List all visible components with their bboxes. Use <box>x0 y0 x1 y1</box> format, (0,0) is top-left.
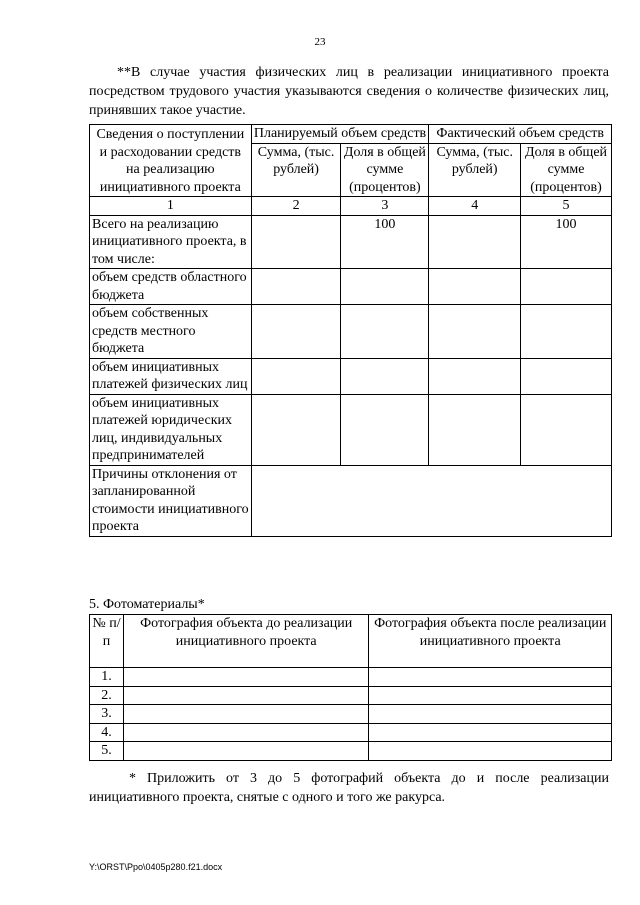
cell-planned-sum <box>251 305 341 359</box>
cell-photo-before <box>123 742 369 761</box>
table-row <box>90 215 612 269</box>
header-planned-sum: Сумма, (тыс. рублей) <box>251 143 341 197</box>
row-label: Причины отклонения от запланированной стоимости инициативного проекта <box>90 465 252 536</box>
cell-photo-after <box>369 668 612 687</box>
participation-note: **В случае участия физических лиц в реализации инициативного проекта посредством трудового участия указываются сведения о количестве физических лиц, принявших такое участие. <box>89 65 609 118</box>
column-numbers-row <box>90 197 612 216</box>
photo-table <box>89 614 612 761</box>
cell-planned-sum <box>251 215 341 269</box>
cell-actual-share <box>521 394 612 465</box>
header-photo-after: Фотография объекта после реализации инициативного проекта <box>369 615 612 668</box>
cell-photo-after <box>369 742 612 761</box>
cell-planned-share <box>341 358 429 394</box>
cell-actual-sum <box>429 358 521 394</box>
table-row <box>90 305 612 359</box>
row-label: Всего на реализацию инициативного проекта, в том числе: <box>90 215 252 269</box>
row-label: объем средств областного бюджета <box>90 269 252 305</box>
row-number: 2. <box>90 686 124 705</box>
row-number: 4. <box>90 723 124 742</box>
col-number: 2 <box>251 197 341 216</box>
cell-reasons <box>251 465 611 536</box>
cell-photo-before <box>123 723 369 742</box>
col-number: 4 <box>429 197 521 216</box>
cell-planned-share: 100 <box>341 215 429 269</box>
header-actual: Фактический объем средств <box>429 125 612 144</box>
cell-actual-share <box>521 269 612 305</box>
cell-actual-share <box>521 305 612 359</box>
row-label: объем инициативных платежей физических лиц <box>90 358 252 394</box>
cell-photo-after <box>369 705 612 724</box>
file-path: Y:\ORST\Ppo\0405p280.f21.docx <box>89 862 223 872</box>
cell-actual-sum <box>429 215 521 269</box>
header-photo-before: Фотография объекта до реализации инициативного проекта <box>123 615 369 668</box>
row-number: 1. <box>90 668 124 687</box>
cell-photo-before <box>123 668 369 687</box>
cell-planned-sum <box>251 269 341 305</box>
table-row <box>90 686 612 705</box>
header-info: Сведения о поступлении и расходовании средств на реализацию инициативного проекта <box>90 125 252 197</box>
table-row <box>90 394 612 465</box>
row-label: объем собственных средств местного бюджета <box>90 305 252 359</box>
table-row <box>90 723 612 742</box>
col-number: 3 <box>341 197 429 216</box>
header-actual-sum: Сумма, (тыс. рублей) <box>429 143 521 197</box>
cell-planned-share <box>341 394 429 465</box>
cell-planned-share <box>341 305 429 359</box>
header-planned: Планируемый объем средств <box>251 125 429 144</box>
photo-footnote: * Приложить от 3 до 5 фотографий объекта до и после реализации инициативного проекта, снятые с одного и того же ракурса. <box>89 771 609 805</box>
cell-actual-share: 100 <box>521 215 612 269</box>
cell-planned-share <box>341 269 429 305</box>
col-number: 1 <box>90 197 252 216</box>
cell-photo-after <box>369 686 612 705</box>
cell-photo-before <box>123 705 369 724</box>
table-row <box>90 358 612 394</box>
financial-table <box>89 124 612 537</box>
cell-photo-before <box>123 686 369 705</box>
row-label: объем инициативных платежей юридических лиц, индивидуальных предпринимателей <box>90 394 252 465</box>
header-number: № п/п <box>90 615 124 668</box>
cell-actual-sum <box>429 269 521 305</box>
cell-photo-after <box>369 723 612 742</box>
row-number: 5. <box>90 742 124 761</box>
section-title: 5. Фотоматериалы* <box>89 597 205 612</box>
cell-actual-sum <box>429 394 521 465</box>
table-row <box>90 465 612 536</box>
table-row <box>90 742 612 761</box>
row-number: 3. <box>90 705 124 724</box>
cell-planned-sum <box>251 358 341 394</box>
header-actual-share: Доля в общей сумме (процентов) <box>521 143 612 197</box>
header-planned-share: Доля в общей сумме (процентов) <box>341 143 429 197</box>
col-number: 5 <box>521 197 612 216</box>
cell-actual-sum <box>429 305 521 359</box>
page-number: 23 <box>314 36 326 48</box>
cell-actual-share <box>521 358 612 394</box>
table-row <box>90 269 612 305</box>
table-row <box>90 705 612 724</box>
table-row <box>90 668 612 687</box>
cell-planned-sum <box>251 394 341 465</box>
